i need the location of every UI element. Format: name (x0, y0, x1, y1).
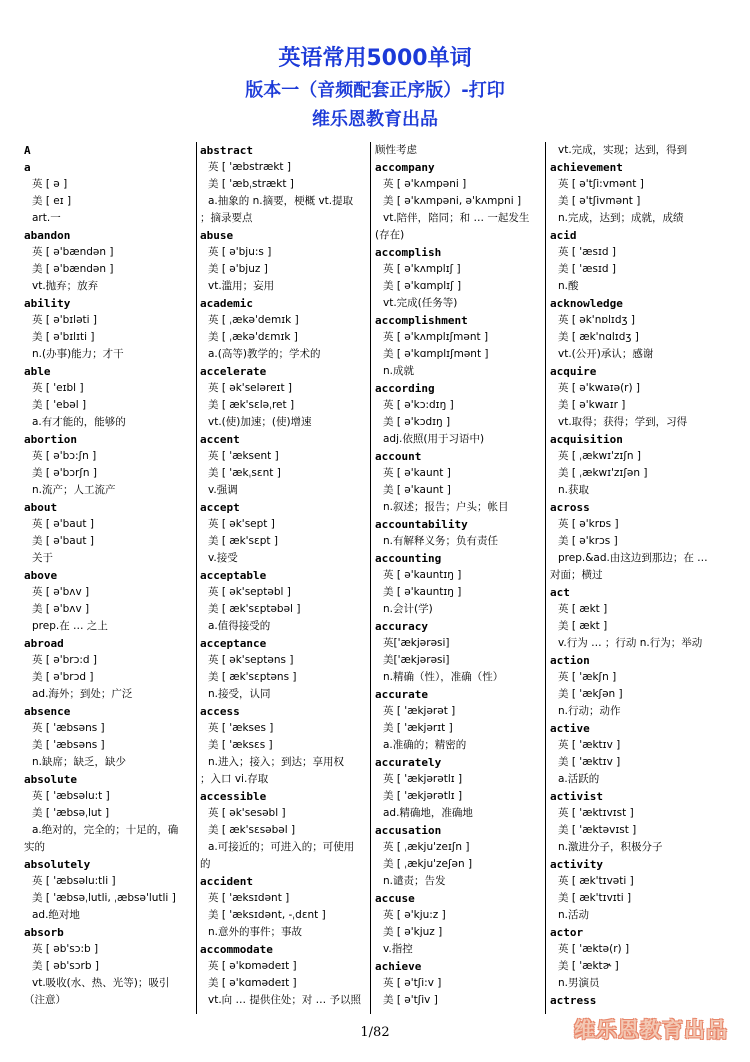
headword: actress (550, 994, 597, 1007)
definition-line: 美 [ ə'kɑmplɪʃ ] (383, 280, 462, 292)
definition-line: 英 [ 'eɪbl ] (32, 382, 84, 394)
definition-line: v.接受 (208, 552, 238, 564)
definition-line: art.一 (32, 212, 61, 224)
headword: acquire (550, 365, 597, 378)
definition-line: 英 [ ə'bɔ:ʃn ] (32, 450, 97, 462)
definition-line: 英 [ 'æbstrækt ] (208, 161, 291, 173)
definition-line: 美 [ ə'bændən ] (32, 263, 114, 275)
definition-line: 美 [ ə'kauntɪŋ ] (383, 586, 462, 598)
headword: acknowledge (550, 297, 623, 310)
definition-line: 美 [ 'æktɪv ] (558, 756, 621, 768)
definition-line: 英 [ ækt ] (558, 603, 608, 615)
headword: abandon (24, 229, 71, 242)
headword: accessible (200, 790, 267, 803)
watermark-logo: 维乐恩教育出品 (574, 1018, 728, 1042)
definition-line: a.准确的；精密的 (383, 739, 467, 751)
definition-line: 美 [ 'ækʃən ] (558, 688, 623, 700)
publisher-line: 维乐恩教育出品 (312, 109, 438, 130)
vocab-column-2 (200, 142, 366, 1012)
definition-line: 对面；横过 (550, 569, 603, 581)
headword: acceptable (200, 569, 267, 582)
definition-line: n.意外的事件；事故 (208, 926, 302, 938)
definition-line: a.(高等)教学的；学术的 (208, 348, 321, 360)
definition-line: 美 [ ə'tʃiv ] (383, 994, 438, 1006)
definition-line: n.进入；接入；到达；享用权 (208, 756, 344, 768)
definition-line: 美 [ æk'tɪvɪti ] (558, 892, 632, 904)
definition-line: 美 [ æk'nɑlɪdʒ ] (558, 331, 639, 343)
definition-line: a.绝对的，完全的；十足的，确 (32, 824, 179, 836)
definition-line: prep.&ad.由这边到那边；在 … (558, 552, 708, 564)
headword: act (550, 586, 570, 599)
headword: accurate (375, 688, 428, 701)
definition-line: a.有才能的，能够的 (32, 416, 126, 428)
definition-line: 美 [ ə'kɑmplɪʃmənt ] (383, 348, 489, 360)
definition-line: a.抽象的 n.摘要，梗概 vt.提取 (208, 195, 354, 207)
definition-line: 美 [ 'ækˌsɛnt ] (208, 467, 281, 479)
definition-line: 美 [ æk'sɛsəbəl ] (208, 824, 296, 836)
column-divider (545, 142, 546, 1014)
definition-line: 英 [ ə ] (32, 178, 68, 190)
vocab-column-3 (375, 142, 541, 1012)
definition-line: 美 [ æk'sɛptəns ] (208, 671, 297, 683)
definition-line: 英 [ ə'kʌmplɪʃmənt ] (383, 331, 489, 343)
definition-line: 实的 (24, 841, 45, 853)
definition-line: 英 [ ə'bændən ] (32, 246, 114, 258)
definition-line: 英 [ 'ækʃn ] (558, 671, 617, 683)
headword: abortion (24, 433, 77, 446)
headword: accident (200, 875, 253, 888)
document-subtitle: 版本一（音频配套正序版）-打印 (245, 80, 505, 101)
headword: about (24, 501, 58, 514)
definition-line: 美 [ 'æbˌstrækt ] (208, 178, 294, 190)
definition-line: ；入口 vi.存取 (200, 773, 269, 785)
headword: achievement (550, 161, 623, 174)
column-divider (370, 142, 371, 1014)
definition-line: 英 [ 'æktɪv ] (558, 739, 621, 751)
definition-line: 英 [ ˌækju'zeɪʃn ] (383, 841, 470, 853)
definition-line: 英 [ ə'bɪləti ] (32, 314, 98, 326)
headword: able (24, 365, 51, 378)
definition-line: 美 [ 'æktəvɪst ] (558, 824, 637, 836)
definition-line: 英 [ ə'kɔ:dɪŋ ] (383, 399, 454, 411)
headword: accomplishment (375, 314, 468, 327)
definition-line: 的 (200, 858, 211, 870)
definition-line: n.活动 (558, 909, 589, 921)
definition-line: 美 [ 'ækjərətlɪ ] (383, 790, 463, 802)
definition-line: n.流产；人工流产 (32, 484, 116, 496)
definition-line: 英 [ ə'bʌv ] (32, 586, 90, 598)
definition-line: 美 [ 'æbsəˌlut ] (32, 807, 110, 819)
definition-line: 英['ækjərəsi] (383, 637, 450, 649)
definition-line: 关于 (32, 552, 53, 564)
definition-line: 英 [ 'ækses ] (208, 722, 274, 734)
headword: academic (200, 297, 253, 310)
headword: abuse (200, 229, 234, 242)
headword: according (375, 382, 435, 395)
definition-line: 美 [ ə'kaunt ] (383, 484, 451, 496)
definition-line: 美 [ ə'baut ] (32, 535, 94, 547)
definition-line: n.激进分子，积极分子 (558, 841, 663, 853)
definition-line: 英 [ ə'brɔ:d ] (32, 654, 98, 666)
definition-line: 英 [ ˌækə'demɪk ] (208, 314, 299, 326)
definition-line: 美 [ 'ækjərɪt ] (383, 722, 453, 734)
definition-line: vt.完成(任务等) (383, 297, 458, 309)
headword: access (200, 705, 240, 718)
definition-line: n.缺席；缺乏，缺少 (32, 756, 126, 768)
definition-line: vt.向 … 提供住处；对 … 予以照 (208, 994, 362, 1006)
headword: absolutely (24, 858, 91, 871)
definition-line: n.接受，认同 (208, 688, 271, 700)
headword: accommodate (200, 943, 273, 956)
definition-line: ad.海外；到处；广泛 (32, 688, 133, 700)
definition-line: 美 [ 'æbsəns ] (32, 739, 105, 751)
definition-line: 美 [ ækt ] (558, 620, 608, 632)
column-divider (196, 142, 197, 1014)
definition-line: 英 [ ə'baut ] (32, 518, 94, 530)
definition-line: 美 [ ˌækwɪ'zɪʃən ] (558, 467, 648, 479)
definition-line: v.指控 (383, 943, 413, 955)
headword: accuracy (375, 620, 428, 633)
definition-line: vt.(公开)承认；感谢 (558, 348, 654, 360)
definition-line: 英 [ 'ækjərət ] (383, 705, 456, 717)
headword: action (550, 654, 590, 667)
definition-line: 英 [ ə'bju:s ] (208, 246, 272, 258)
definition-line: 美 [ ˌækju'zeʃən ] (383, 858, 473, 870)
headword: accent (200, 433, 240, 446)
definition-line: 美 [ 'æksɪdənt, -ˌdɛnt ] (208, 909, 326, 921)
headword: absence (24, 705, 71, 718)
headword: above (24, 569, 58, 582)
definition-line: 美 [ æk'sɛləˌret ] (208, 399, 295, 411)
headword: accurately (375, 756, 442, 769)
definition-line: 美 [ ə'bɪlɪti ] (32, 331, 95, 343)
definition-line: 美 [ ə'kwaɪr ] (558, 399, 626, 411)
vocab-column-1 (24, 142, 192, 1012)
definition-line: n.成就 (383, 365, 414, 377)
definition-line: n.会计(学) (383, 603, 433, 615)
headword: absolute (24, 773, 77, 786)
definition-line: 美 [ 'æktɚ ] (558, 960, 619, 972)
definition-line: 美 [ ə'kɔdɪŋ ] (383, 416, 451, 428)
definition-line: n.获取 (558, 484, 589, 496)
definition-line: 美 [ ə'kɑmədeɪt ] (208, 977, 297, 989)
definition-line: v.强调 (208, 484, 238, 496)
definition-line: 英 [ ə'kʌmpəni ] (383, 178, 467, 190)
headword: accomplish (375, 246, 442, 259)
page-number: 1/82 (360, 1025, 390, 1040)
definition-line: 英 [ ək'sept ] (208, 518, 275, 530)
definition-line: 美['ækjərəsi] (383, 654, 450, 666)
definition-line: 英 [ 'ækjərətlɪ ] (383, 773, 463, 785)
definition-line: 英 [ 'æksɪdənt ] (208, 892, 290, 904)
definition-line: 英 [ əb'sɔ:b ] (32, 943, 99, 955)
definition-line: 美 [ 'æsɪd ] (558, 263, 616, 275)
definition-line: n.男演员 (558, 977, 600, 989)
definition-line: 英 [ ˌækwɪ'zɪʃn ] (558, 450, 641, 462)
definition-line: n.有解释义务；负有责任 (383, 535, 498, 547)
definition-line: prep.在 … 之上 (32, 620, 108, 632)
definition-line: (存在) (375, 229, 405, 241)
definition-line: 英 [ ək'sesəbl ] (208, 807, 286, 819)
headword: account (375, 450, 422, 463)
headword: ability (24, 297, 71, 310)
definition-line: vt.吸收(水、热、光等)；吸引 (32, 977, 170, 989)
definition-line: vt.完成，实现；达到，得到 (558, 144, 688, 156)
definition-line: 美 [ ə'bʌv ] (32, 603, 90, 615)
definition-line: vt.滥用；妄用 (208, 280, 275, 292)
definition-line: vt.取得；获得；学到，习得 (558, 416, 688, 428)
definition-line: v.行为 … ；行动 n.行为；举动 (558, 637, 703, 649)
headword: accusation (375, 824, 442, 837)
definition-line: n.(办事)能力；才干 (32, 348, 124, 360)
headword: accelerate (200, 365, 267, 378)
definition-line: n.完成，达到；成就，成绩 (558, 212, 684, 224)
definition-line: 美 [ 'æksɛs ] (208, 739, 273, 751)
definition-line: 英 [ æk'tɪvəti ] (558, 875, 634, 887)
definition-line: 英 [ 'æksent ] (208, 450, 279, 462)
definition-line: ad.绝对地 (32, 909, 80, 921)
definition-line: ad.精确地，准确地 (383, 807, 473, 819)
definition-line: vt.陪伴，陪同；和 … 一起发生 (383, 212, 530, 224)
definition-line: 美 [ ə'kjuz ] (383, 926, 443, 938)
definition-line: n.行动；动作 (558, 705, 621, 717)
headword: a (24, 161, 31, 174)
definition-line: 美 [ ə'bɔrʃn ] (32, 467, 97, 479)
definition-line: adj.依照(用于习语中) (383, 433, 485, 445)
definition-line: n.谴责；告发 (383, 875, 446, 887)
definition-line: ；摘录要点 (200, 212, 253, 224)
headword: accuse (375, 892, 415, 905)
headword: absorb (24, 926, 64, 939)
definition-line: vt.(使)加速；(使)增速 (208, 416, 312, 428)
headword: active (550, 722, 590, 735)
headword: achieve (375, 960, 422, 973)
definition-line: 英 [ ə'krɒs ] (558, 518, 619, 530)
definition-line: a.值得接受的 (208, 620, 271, 632)
headword: accept (200, 501, 240, 514)
headword: across (550, 501, 590, 514)
definition-line: 英 [ 'æktɪvɪst ] (558, 807, 634, 819)
definition-line: 美 [ æk'sɛptəbəl ] (208, 603, 301, 615)
definition-line: 英 [ ə'kju:z ] (383, 909, 446, 921)
definition-line: n.叙述；报告；户头；帐目 (383, 501, 509, 513)
definition-line: 英 [ 'æsɪd ] (558, 246, 616, 258)
definition-line: 英 [ ək'seləreɪt ] (208, 382, 293, 394)
definition-line: 美 [ ə'bjuz ] (208, 263, 268, 275)
vocab-column-4 (550, 142, 720, 1012)
definition-line: 英 [ ə'kwaɪə(r) ] (558, 382, 641, 394)
definition-line: 英 [ ə'kɒmədeɪt ] (208, 960, 297, 972)
definition-line: 英 [ 'æbsəns ] (32, 722, 105, 734)
definition-line: 美 [ ˌækə'dɛmɪk ] (208, 331, 298, 343)
headword: abroad (24, 637, 64, 650)
definition-line: 美 [ ə'kʌmpəni, ə'kʌmpni ] (383, 195, 522, 207)
document-title: 英语常用5000单词 (278, 46, 472, 71)
definition-line: 英 [ ə'kaunt ] (383, 467, 451, 479)
definition-line: 美 [ eɪ ] (32, 195, 72, 207)
definition-line: 美 [ æk'sɛpt ] (208, 535, 278, 547)
definition-line: 美 [ əb'sɔrb ] (32, 960, 99, 972)
definition-line: 顾性考虑 (375, 144, 417, 156)
definition-line: 英 [ ək'nɒlɪdʒ ] (558, 314, 636, 326)
definition-line: 英 [ ək'septəns ] (208, 654, 294, 666)
headword: accounting (375, 552, 442, 565)
definition-line: a.活跃的 (558, 773, 600, 785)
headword: A (24, 144, 31, 157)
definition-line: 美 [ ə'tʃivmənt ] (558, 195, 641, 207)
headword: accountability (375, 518, 468, 531)
definition-line: 英 [ ə'tʃi:v ] (383, 977, 442, 989)
definition-line: 英 [ ək'septəbl ] (208, 586, 291, 598)
headword: accompany (375, 161, 435, 174)
definition-line: 美 [ 'æbsəˌlutli, ˌæbsə'lutli ] (32, 892, 176, 904)
headword: acceptance (200, 637, 267, 650)
headword: abstract (200, 144, 253, 157)
definition-line: 英 [ ə'tʃi:vmənt ] (558, 178, 644, 190)
definition-line: n.酸 (558, 280, 579, 292)
definition-line: 美 [ ə'brɔd ] (32, 671, 94, 683)
definition-line: （注意） (24, 994, 66, 1006)
definition-line: 英 [ ə'kʌmplɪʃ ] (383, 263, 461, 275)
definition-line: 美 [ ə'krɔs ] (558, 535, 618, 547)
definition-line: n.精确（性），准确（性） (383, 671, 504, 683)
headword: acid (550, 229, 577, 242)
definition-line: 英 [ ə'kauntɪŋ ] (383, 569, 462, 581)
definition-line: vt.抛弃；放弃 (32, 280, 99, 292)
headword: activity (550, 858, 603, 871)
headword: activist (550, 790, 603, 803)
definition-line: 美 [ 'ebəl ] (32, 399, 87, 411)
definition-line: 英 [ 'æbsəlu:t ] (32, 790, 110, 802)
headword: actor (550, 926, 584, 939)
definition-line: 英 [ 'æktə(r) ] (558, 943, 630, 955)
definition-line: 英 [ 'æbsəlu:tli ] (32, 875, 116, 887)
headword: acquisition (550, 433, 623, 446)
definition-line: a.可接近的；可进入的；可使用 (208, 841, 355, 853)
